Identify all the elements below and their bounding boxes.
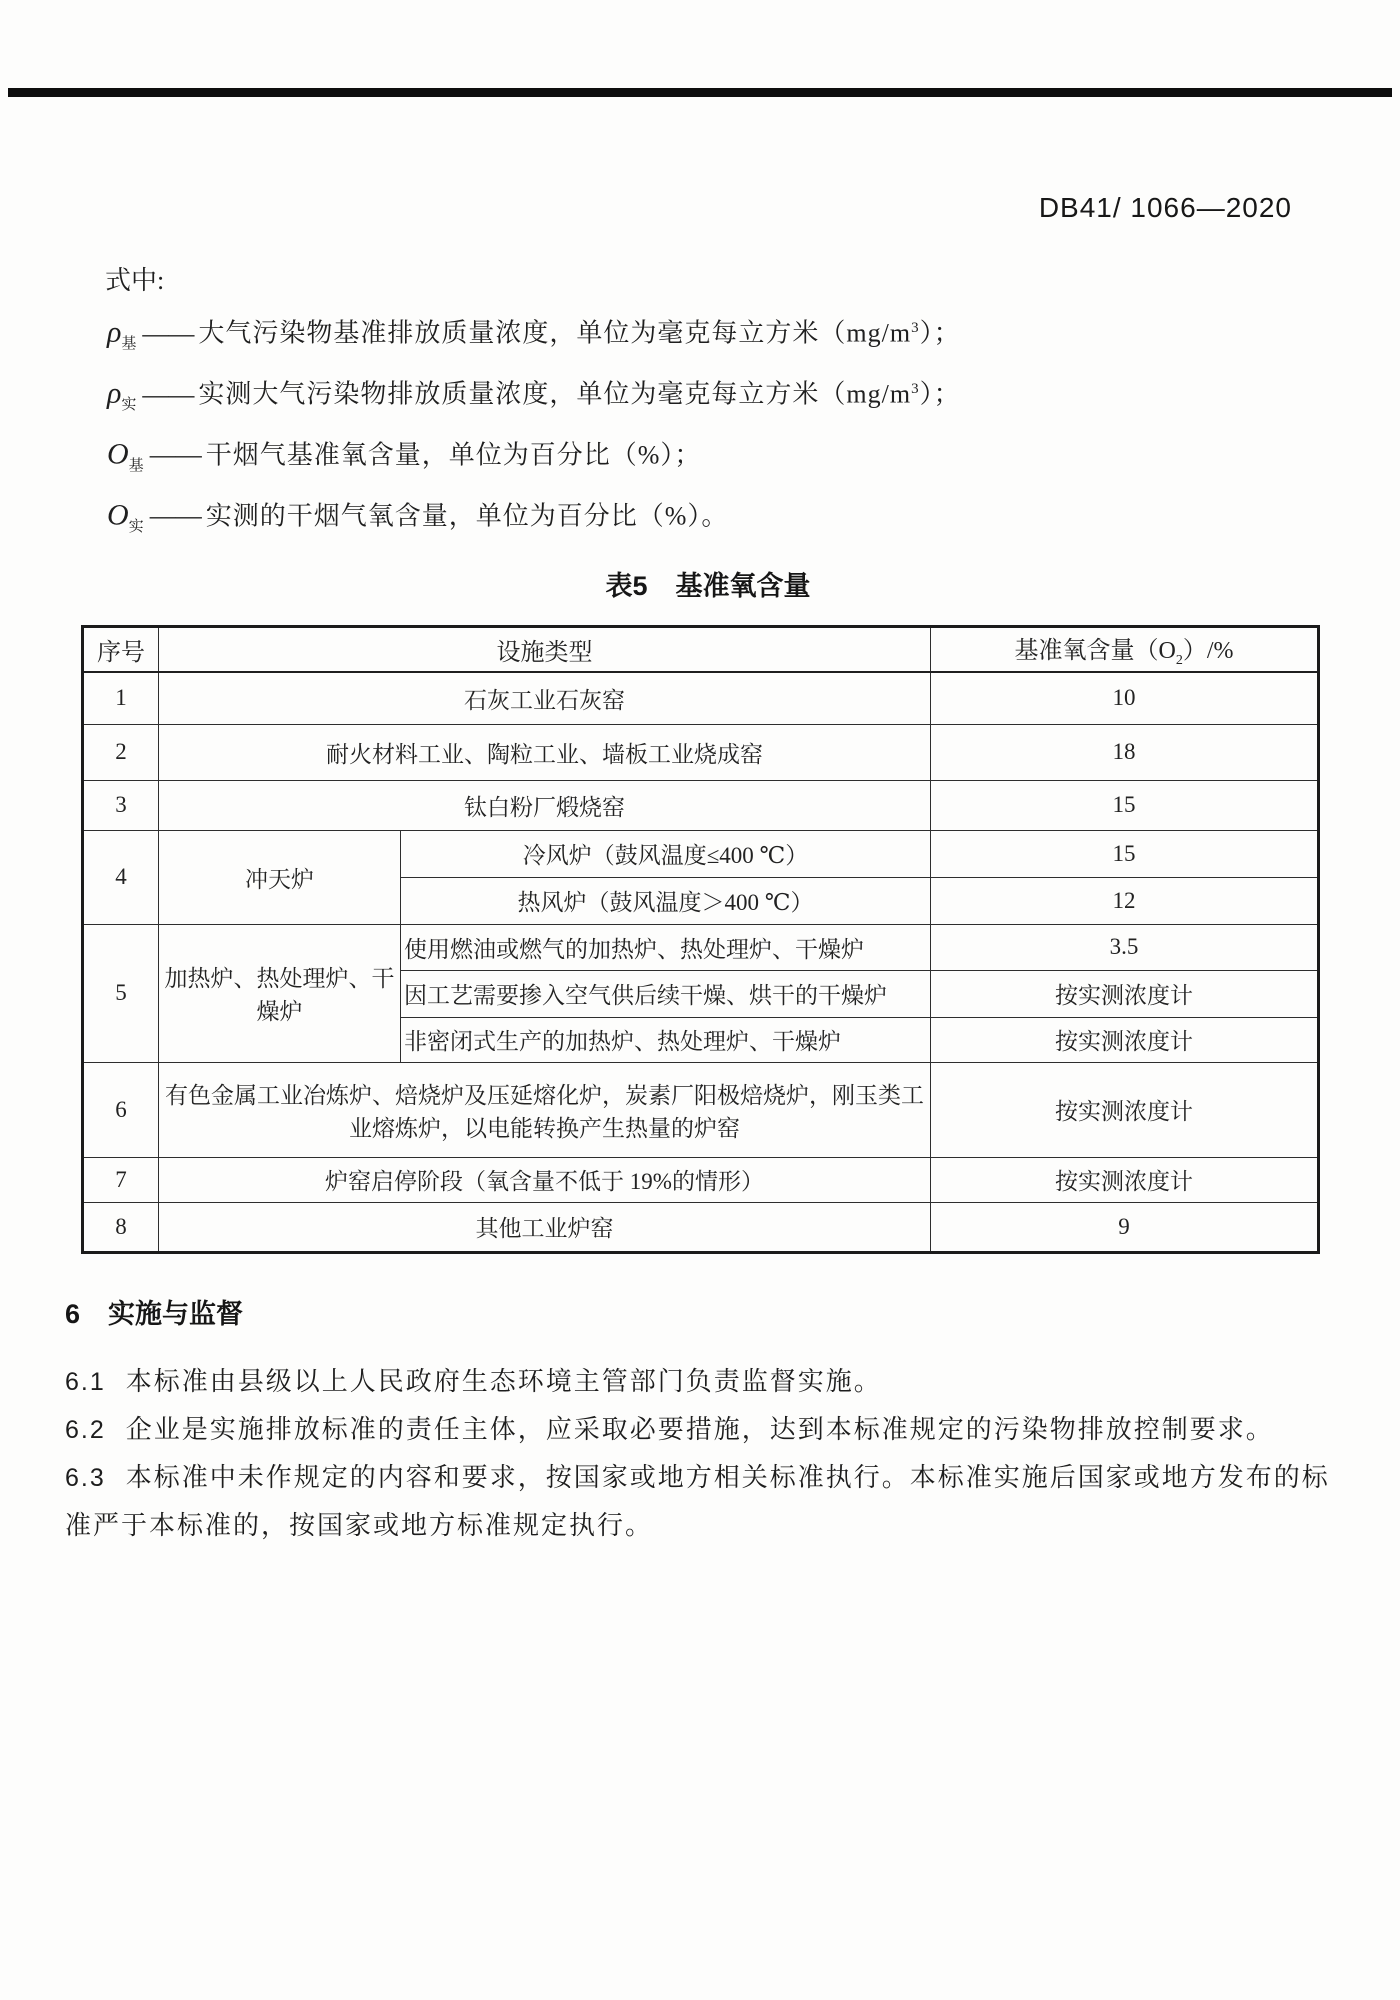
formula-definition-text: 大气污染物基准排放质量浓度，单位为毫克每立方米（mg/m xyxy=(198,318,912,348)
cell-no: 8 xyxy=(83,1202,159,1252)
cell-subtype: 热风炉（鼓风温度＞400 ℃） xyxy=(401,877,931,924)
formula-key-item xyxy=(107,428,1351,489)
table-row xyxy=(83,1157,1319,1202)
table-title-text: 基准氧含量 xyxy=(675,571,811,602)
formula-definition-text: 干烟气基准氧含量，单位为百分比（%）； xyxy=(205,440,702,470)
cell-value: 18 xyxy=(931,724,1319,780)
formula-symbol: ρ xyxy=(107,376,122,410)
cell-value: 10 xyxy=(931,672,1319,724)
formula-symbol: O xyxy=(107,437,129,471)
formula-definition-tail: ）； xyxy=(919,318,961,348)
page-content xyxy=(65,250,1351,1549)
clause xyxy=(65,1358,1351,1406)
cell-type: 石灰工业石灰窑 xyxy=(159,672,931,724)
formula-superscript: 3 xyxy=(911,380,920,397)
header-cell-type: 设施类型 xyxy=(159,627,931,672)
formula-symbol: O xyxy=(107,498,129,532)
cell-type: 耐火材料工业、陶粒工业、墙板工业烧成窑 xyxy=(159,724,931,780)
section-number: 6 xyxy=(65,1298,81,1329)
formula-key xyxy=(65,306,1351,549)
cell-value: 15 xyxy=(931,780,1319,830)
formula-dash: —— xyxy=(142,379,195,409)
cell-no: 2 xyxy=(83,724,159,780)
cell-no: 3 xyxy=(83,780,159,830)
cell-group: 冲天炉 xyxy=(159,830,401,924)
cell-no: 1 xyxy=(83,672,159,724)
table-row xyxy=(83,830,1319,877)
table-row xyxy=(83,1202,1319,1252)
formula-symbol-subscript: 实 xyxy=(121,396,137,413)
cell-value: 9 xyxy=(931,1202,1319,1252)
doc-number: DB41/ 1066—2020 xyxy=(1038,192,1292,223)
formula-definition-tail: ）； xyxy=(919,379,961,409)
header-cell-value xyxy=(931,627,1319,672)
clause-number: 6.1 xyxy=(65,1367,106,1396)
formula-symbol-subscript: 基 xyxy=(121,335,137,352)
formula-key-item xyxy=(107,306,1351,367)
oxygen-content-table xyxy=(81,625,1320,1253)
table-number: 表5 xyxy=(605,571,648,602)
table-caption xyxy=(65,569,1351,603)
cell-value: 按实测浓度计 xyxy=(931,970,1319,1017)
formula-dash: —— xyxy=(149,440,202,470)
clause-text: 本标准中未作规定的内容和要求，按国家或地方相关标准执行。本标准实施后国家或地方发布的标准严于本标准的，按国家或地方标准规定执行。 xyxy=(65,1462,1330,1540)
cell-value: 按实测浓度计 xyxy=(931,1157,1319,1202)
table-row xyxy=(83,672,1319,724)
cell-value: 12 xyxy=(931,877,1319,924)
formula-definition-text: 实测大气污染物排放质量浓度，单位为毫克每立方米（mg/m xyxy=(198,379,912,409)
cell-no: 7 xyxy=(83,1157,159,1202)
formula-key-item xyxy=(107,489,1351,550)
table-row xyxy=(83,724,1319,780)
cell-subtype: 使用燃油或燃气的加热炉、热处理炉、干燥炉 xyxy=(401,924,931,970)
cell-subtype: 因工艺需要掺入空气供后续干燥、烘干的干燥炉 xyxy=(401,970,931,1017)
clause-number: 6.2 xyxy=(65,1415,106,1444)
formula-definition-text: 实测的干烟气氧含量，单位为百分比（%）。 xyxy=(205,501,729,531)
header-value-pre: 基准氧含量（O xyxy=(1014,638,1176,665)
cell-no: 4 xyxy=(83,830,159,924)
cell-group: 加热炉、热处理炉、干燥炉 xyxy=(159,924,401,1062)
formula-dash: —— xyxy=(149,501,202,531)
formula-key-intro: 式中: xyxy=(105,266,165,295)
header-cell-no: 序号 xyxy=(83,627,159,672)
cell-value: 3.5 xyxy=(931,924,1319,970)
table-row xyxy=(83,924,1319,970)
cell-type: 炉窑启停阶段（氧含量不低于 19%的情形） xyxy=(159,1157,931,1202)
section-heading xyxy=(65,1294,1351,1334)
cell-value: 按实测浓度计 xyxy=(931,1062,1319,1157)
cell-no: 6 xyxy=(83,1062,159,1157)
cell-no: 5 xyxy=(83,924,159,1062)
cell-type: 有色金属工业冶炼炉、焙烧炉及压延熔化炉，炭素厂阳极焙烧炉，刚玉类工业熔炼炉，以电能转换产生热量的炉窑 xyxy=(159,1062,931,1157)
section-title: 实施与监督 xyxy=(108,1298,244,1329)
clause-text: 企业是实施排放标准的责任主体，应采取必要措施，达到本标准规定的污染物排放控制要求。 xyxy=(125,1414,1274,1444)
formula-dash: —— xyxy=(142,318,195,348)
cell-type: 其他工业炉窑 xyxy=(159,1202,931,1252)
formula-symbol-subscript: 基 xyxy=(128,457,144,474)
cell-type: 钛白粉厂煅烧窑 xyxy=(159,780,931,830)
formula-symbol: ρ xyxy=(107,315,122,349)
table-header-row xyxy=(83,627,1319,672)
formula-symbol-subscript: 实 xyxy=(128,518,144,535)
table-row xyxy=(83,1062,1319,1157)
formula-key-item xyxy=(107,367,1351,428)
clause-number: 6.3 xyxy=(65,1463,106,1492)
formula-superscript: 3 xyxy=(911,320,920,336)
cell-value: 按实测浓度计 xyxy=(931,1017,1319,1062)
cell-subtype: 非密闭式生产的加热炉、热处理炉、干燥炉 xyxy=(401,1017,931,1062)
section-clauses xyxy=(65,1358,1351,1549)
cell-value: 15 xyxy=(931,830,1319,877)
header-value-subscript: 2 xyxy=(1175,653,1183,669)
clause xyxy=(65,1454,1351,1549)
table-row xyxy=(83,780,1319,830)
header-value-tail: ）/% xyxy=(1182,638,1234,665)
clause-text: 本标准由县级以上人民政府生态环境主管部门负责监督实施。 xyxy=(125,1366,882,1396)
clause xyxy=(65,1406,1351,1454)
cell-subtype: 冷风炉（鼓风温度≤400 ℃） xyxy=(401,830,931,877)
top-rule xyxy=(8,88,1392,97)
